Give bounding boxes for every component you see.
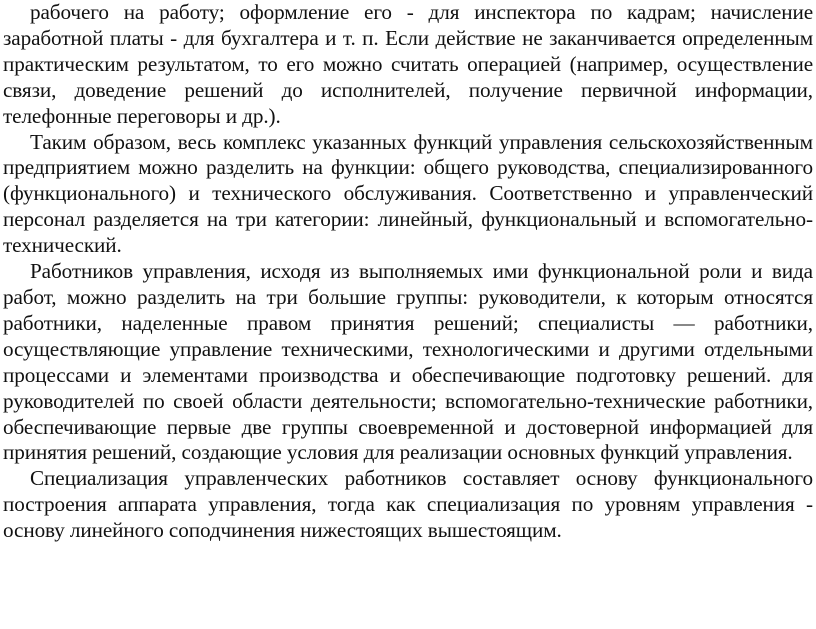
paragraph-3: Работников управления, исходя из выполняемых ими функциональной роли и вида работ, можно разделить на три большие группы: руководители, к которым относятся работники, наделенные правом принятия решений; специалисты — работники, осуществляющие управление техническими, технологическими и другими отдельными процессами и элементами производства и обеспечивающие подготовку решений. для руководителей по своей области деятельности; вспомогательно-технические работники, обеспечивающие первые две группы своевременной и достоверной информацией для принятия решений, создающие условия для реализации основных функций управления. (3, 259, 813, 465)
paragraph-1: рабочего на работу; оформление его - для инспектора по кадрам; начисление заработной платы - для бухгалтера и т. п. Если действие не заканчивается определенным практическим результатом, то его можно считать операцией (например, осуществление связи, доведение решений до исполнителей, получение первичной информации, телефонные переговоры и др.). (3, 0, 813, 128)
paragraph-4: Специализация управленческих работников составляет основу функционального построения аппарата управления, тогда как специализация по уровням управления - основу линейного соподчинения нижестоящих вышестоящим. (3, 466, 813, 543)
paragraph-2: Таким образом, весь комплекс указанных функций управления сельскохозяйственным предприятием можно разделить на функции: общего руководства, специализированного (функционального) и технического обслуживания. Соответственно и управленческий персонал разделяется на три категории: линейный, функциональный и вспомогательно-технический. (3, 129, 813, 258)
